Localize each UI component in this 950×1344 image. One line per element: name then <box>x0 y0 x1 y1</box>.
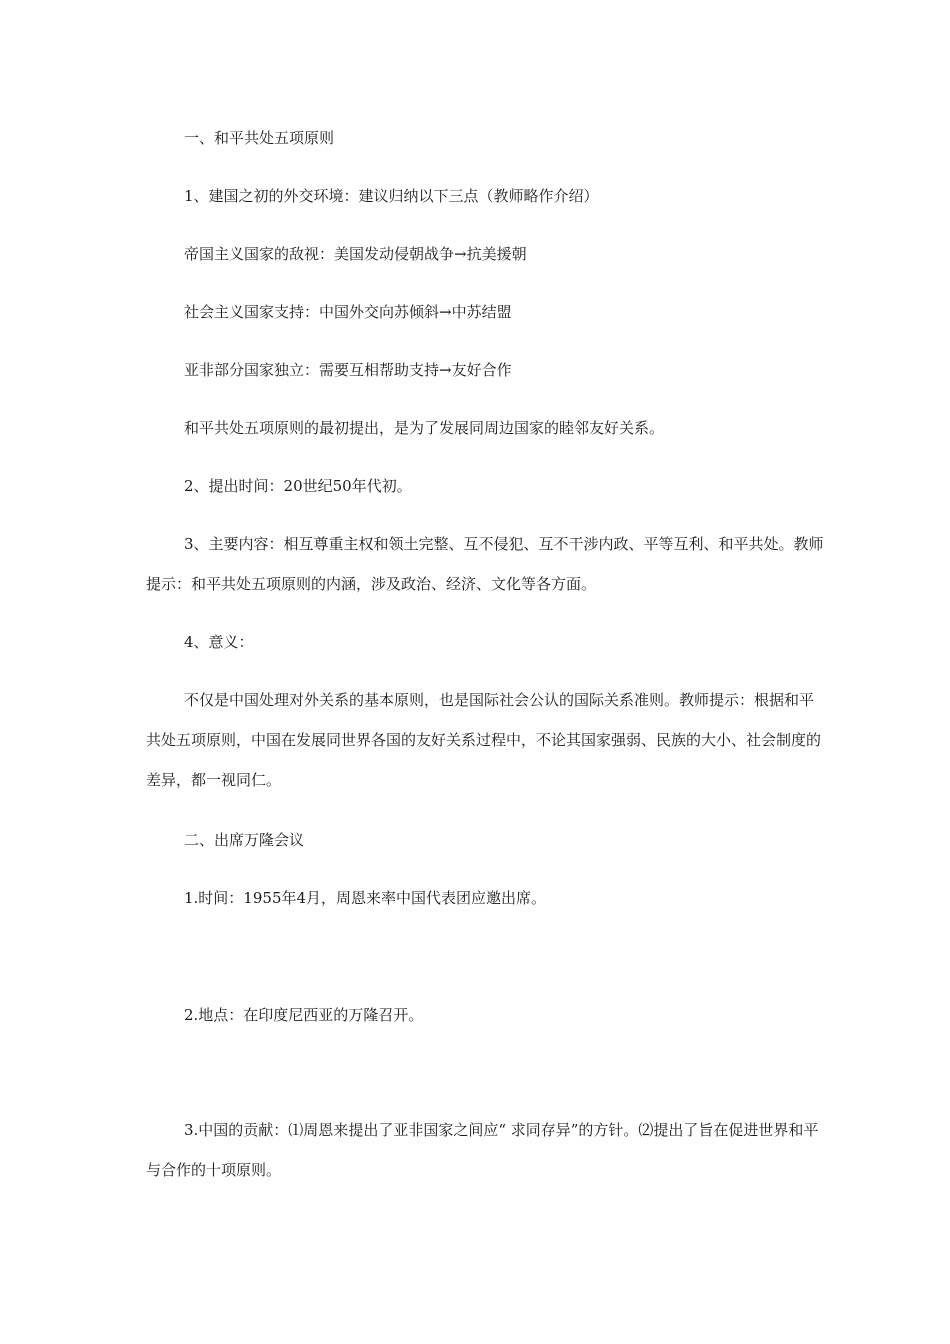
paragraph-bandung-place: 2.地点：在印度尼西亚的万隆召开。 <box>184 1006 424 1024</box>
paragraph-significance-heading: 4、意义： <box>184 633 254 651</box>
section-heading-2: 二、出席万隆会议 <box>184 831 305 849</box>
paragraph-significance: 不仅是中国处理对外关系的基本原则，也是国际社会公认的国际关系准则。教师提示：根据和平共处五项原则，中国在发展同世界各国的友好关系过程中，不论其国家强弱、民族的大小、社会制度的差异，都一视同仁。 <box>146 691 822 789</box>
section-heading-1: 一、和平共处五项原则 <box>184 129 335 147</box>
paragraph-initial-proposal: 和平共处五项原则的最初提出，是为了发展同周边国家的睦邻友好关系。 <box>184 419 665 437</box>
paragraph-socialist-support: 社会主义国家支持：中国外交向苏倾斜→中苏结盟 <box>184 303 512 321</box>
paragraph-afro-asian-independence: 亚非部分国家独立：需要互相帮助支持→友好合作 <box>184 361 512 379</box>
paragraph-main-content: 3、主要内容：相互尊重主权和领土完整、互不侵犯、互不干涉内政、平等互利、和平共处。教师提示：和平共处五项原则的内涵，涉及政治、经济、文化等各方面。 <box>146 535 824 593</box>
paragraph-imperialist-hostility: 帝国主义国家的敌视：美国发动侵朝战争→抗美援朝 <box>184 245 527 263</box>
paragraph-bandung-time: 1.时间：1955年4月，周恩来率中国代表团应邀出席。 <box>184 889 547 907</box>
paragraph-proposal-time: 2、提出时间：20世纪50年代初。 <box>184 477 412 495</box>
paragraph-diplomatic-environment: 1、建国之初的外交环境：建议归纳以下三点（教师略作介绍） <box>184 187 599 205</box>
paragraph-china-contribution: 3.中国的贡献：⑴周恩来提出了亚非国家之间应“ 求同存异”的方针。⑵提出了旨在促进世界和平与合作的十项原则。 <box>146 1121 819 1179</box>
